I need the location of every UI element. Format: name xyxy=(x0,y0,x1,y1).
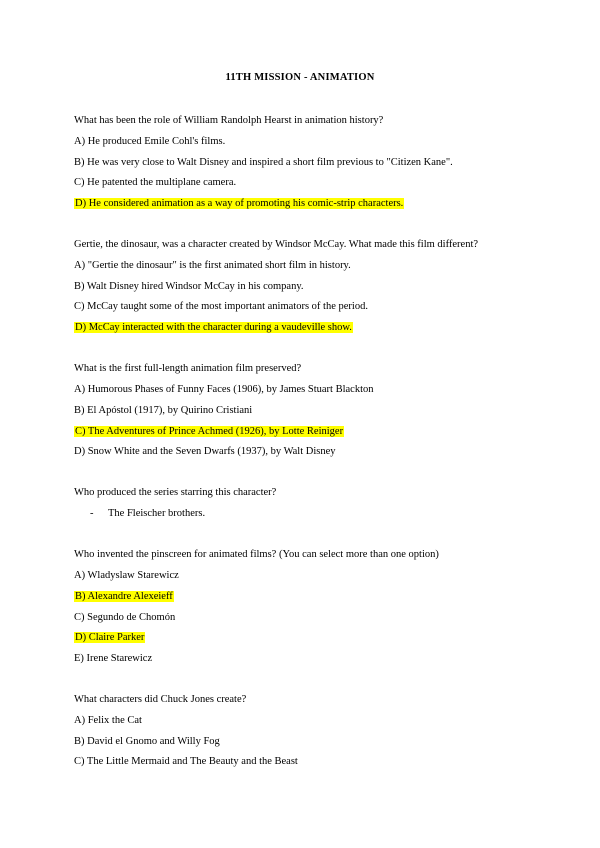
q5-option-d-highlighted xyxy=(74,631,145,644)
answer-highlight: D) He considered animation as a way of promoting his comic-strip characters. xyxy=(75,198,404,209)
q2-option-a: A) "Gertie the dinosaur" is the first animated short film in history. xyxy=(74,260,351,271)
q2-option-d-highlighted xyxy=(74,321,353,334)
q2-option-c: C) McCay taught some of the most important animators of the period. xyxy=(74,301,368,312)
q1-option-d-highlighted xyxy=(74,197,404,210)
question-3: What is the first full-length animation film preserved? xyxy=(74,363,302,374)
q3-option-a: A) Humorous Phases of Funny Faces (1906), by James Stuart Blackton xyxy=(74,384,374,395)
question-6: What characters did Chuck Jones create? xyxy=(74,694,247,705)
question-1: What has been the role of William Randolph Hearst in animation history? xyxy=(74,115,384,126)
question-5: Who invented the pinscreen for animated films? (You can select more than one option) xyxy=(74,549,439,560)
q5-option-a: A) Wladyslaw Starewicz xyxy=(74,570,179,581)
question-4: Who produced the series starring this character? xyxy=(74,487,277,498)
question-2: Gertie, the dinosaur, was a character created by Windsor McCay. What made this film different? xyxy=(74,239,479,250)
q4-answer xyxy=(90,507,205,520)
q4-answer-text: The Fleischer brothers. xyxy=(108,508,206,519)
q2-option-b: B) Walt Disney hired Windsor McCay in his company. xyxy=(74,281,304,292)
answer-highlight: D) Claire Parker xyxy=(75,632,145,643)
q6-option-b: B) David el Gnomo and Willy Fog xyxy=(74,736,220,747)
q1-option-b: B) He was very close to Walt Disney and inspired a short film previous to "Citizen Kane". xyxy=(74,157,453,168)
bullet-dash: - xyxy=(90,508,94,519)
q5-option-b-highlighted xyxy=(74,590,174,603)
q6-option-a: A) Felix the Cat xyxy=(74,715,142,726)
q3-option-d: D) Snow White and the Seven Dwarfs (1937), by Walt Disney xyxy=(74,446,336,457)
document-title: 11TH MISSION - ANIMATION xyxy=(225,72,375,83)
q6-option-c: C) The Little Mermaid and The Beauty and the Beast xyxy=(74,756,298,767)
q5-option-c: C) Segundo de Chomón xyxy=(74,612,176,623)
answer-highlight: B) Alexandre Alexeieff xyxy=(75,591,173,602)
q1-option-a: A) He produced Emile Cohl's films. xyxy=(74,136,226,147)
q3-option-b: B) El Apóstol (1917), by Quirino Cristiani xyxy=(74,405,253,416)
q1-option-c: C) He patented the multiplane camera. xyxy=(74,177,237,188)
answer-highlight: D) McCay interacted with the character during a vaudeville show. xyxy=(75,322,352,333)
answer-highlight: C) The Adventures of Prince Achmed (1926), by Lotte Reiniger xyxy=(75,426,344,437)
q5-option-e: E) Irene Starewicz xyxy=(74,653,153,664)
q3-option-c-highlighted xyxy=(74,425,344,438)
